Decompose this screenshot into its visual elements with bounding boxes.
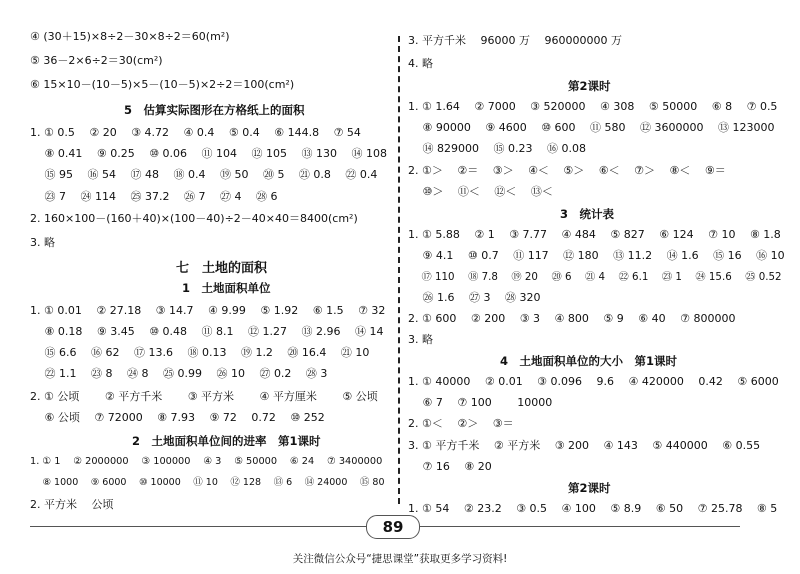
answer-line: 1. ① 1 ② 2000000 ③ 100000 ④ 3 ⑤ 50000 ⑥ 24 ⑦ 3400000 bbox=[30, 456, 383, 467]
answer-line: 3. 略 bbox=[30, 236, 55, 249]
section-heading: 5 估算实际图形在方格纸上的面积 bbox=[124, 103, 305, 117]
answer-line: 1. ① 54 ② 23.2 ③ 0.5 ④ 100 ⑤ 8.9 ⑥ 50 ⑦ 25.78 ⑧ 5 bbox=[408, 502, 778, 515]
answer-line: 3. ① 平方千米 ② 平方米 ③ 200 ④ 143 ⑤ 440000 ⑥ 0.55 bbox=[408, 439, 761, 452]
answer-line: 2. ①＞ ②＝ ③＞ ④＜ ⑤＞ ⑥＜ ⑦＞ ⑧＜ ⑨＝ bbox=[408, 164, 726, 177]
section-heading: 1 土地面积单位 bbox=[182, 281, 271, 295]
answer-line: 4. 略 bbox=[408, 57, 433, 70]
chapter-heading: 七 土地的面积 bbox=[176, 261, 268, 276]
answer-line: ⑧ 90000 ⑨ 4600 ⑩ 600 ⑪ 580 ⑫ 3600000 ⑬ 123000 bbox=[408, 121, 775, 134]
answer-line: ⑭ 829000 ⑮ 0.23 ⑯ 0.08 bbox=[408, 142, 586, 155]
page-number: 89 bbox=[366, 515, 420, 539]
answer-line: 2. ①＜ ②＞ ③＝ bbox=[408, 417, 514, 430]
answer-line: ㉖ 1.6 ㉗ 3 ㉘ 320 bbox=[408, 291, 541, 304]
answer-line: 1. ① 40000 ② 0.01 ③ 0.096 9.6 ④ 420000 0.42 ⑤ 6000 bbox=[408, 375, 779, 388]
answer-line: 3. 平方千米 96000 万 960000000 万 bbox=[408, 34, 622, 47]
answer-line: 2. ① 公顷 ② 平方千米 ③ 平方米 ④ 平方厘米 ⑤ 公顷 bbox=[30, 390, 378, 403]
answer-line: ㉓ 7 ㉔ 114 ㉕ 37.2 ㉖ 7 ㉗ 4 ㉘ 6 bbox=[30, 190, 278, 203]
answer-line: ⑥ 7 ⑦ 100 10000 bbox=[408, 396, 553, 409]
answer-line: ⑨ 4.1 ⑩ 0.7 ⑪ 117 ⑫ 180 ⑬ 11.2 ⑭ 1.6 ⑮ 16 ⑯ 10 bbox=[408, 249, 785, 262]
answer-line: 2. ① 600 ② 200 ③ 3 ④ 800 ⑤ 9 ⑥ 40 ⑦ 800000 bbox=[408, 312, 736, 325]
answer-line: 1. ① 1.64 ② 7000 ③ 520000 ④ 308 ⑤ 50000 ⑥ 8 ⑦ 0.5 bbox=[408, 100, 778, 113]
answer-line: ⑧ 1000 ⑨ 6000 ⑩ 10000 ⑪ 10 ⑫ 128 ⑬ 6 ⑭ 24000 ⑮ 80 bbox=[30, 477, 385, 488]
section-heading: 第2课时 bbox=[568, 481, 611, 495]
page-rule-left bbox=[30, 526, 366, 527]
answer-line: ⑮ 6.6 ⑯ 62 ⑰ 13.6 ⑱ 0.13 ⑲ 1.2 ⑳ 16.4 ㉑ 10 bbox=[30, 346, 370, 359]
answer-line: ⑧ 0.18 ⑨ 3.45 ⑩ 0.48 ⑪ 8.1 ⑫ 1.27 ⑬ 2.96 ⑭ 14 bbox=[30, 325, 384, 338]
section-heading: 4 土地面积单位的大小 第1课时 bbox=[500, 354, 678, 368]
column-divider bbox=[398, 36, 400, 504]
page-rule-right bbox=[418, 526, 740, 527]
answer-line: ⑦ 16 ⑧ 20 bbox=[408, 460, 492, 473]
answer-line: 1. ① 5.88 ② 1 ③ 7.77 ④ 484 ⑤ 827 ⑥ 124 ⑦ 10 ⑧ 1.8 bbox=[408, 228, 781, 241]
answer-line: 2. 平方米 公顷 bbox=[30, 498, 114, 511]
section-heading: 第2课时 bbox=[568, 79, 611, 93]
section-heading: 3 统计表 bbox=[560, 207, 615, 221]
answer-line: 3. 略 bbox=[408, 333, 433, 346]
answer-line: 1. ① 0.5 ② 20 ③ 4.72 ④ 0.4 ⑤ 0.4 ⑥ 144.8 ⑦ 54 bbox=[30, 126, 361, 139]
answer-line: ④ (30＋15)×8÷2－30×8÷2＝60(m²) bbox=[30, 30, 230, 43]
answer-line: ㉒ 1.1 ㉓ 8 ㉔ 8 ㉕ 0.99 ㉖ 10 ㉗ 0.2 ㉘ 3 bbox=[30, 367, 328, 380]
answer-line: ⑤ 36－2×6÷2＝30(cm²) bbox=[30, 54, 163, 67]
answer-line: ⑥ 15×10－(10－5)×5－(10－5)×2÷2＝100(cm²) bbox=[30, 78, 295, 91]
footer-note: 关注微信公众号“捷思课堂”获取更多学习资料! bbox=[292, 553, 508, 565]
answer-line: 1. ① 0.01 ② 27.18 ③ 14.7 ④ 9.99 ⑤ 1.92 ⑥ 1.5 ⑦ 32 bbox=[30, 304, 386, 317]
answer-line: ⑩＞ ⑪＜ ⑫＜ ⑬＜ bbox=[408, 185, 553, 198]
answer-line: ⑰ 110 ⑱ 7.8 ⑲ 20 ⑳ 6 ㉑ 4 ㉒ 6.1 ㉓ 1 ㉔ 15.6 ㉕ 0.52 bbox=[408, 271, 782, 283]
answer-line: ⑧ 0.41 ⑨ 0.25 ⑩ 0.06 ⑪ 104 ⑫ 105 ⑬ 130 ⑭ 108 bbox=[30, 147, 387, 160]
section-heading: 2 土地面积单位间的进率 第1课时 bbox=[132, 434, 321, 448]
answer-line: ⑥ 公顷 ⑦ 72000 ⑧ 7.93 ⑨ 72 0.72 ⑩ 252 bbox=[30, 411, 325, 424]
answer-line: ⑮ 95 ⑯ 54 ⑰ 48 ⑱ 0.4 ⑲ 50 ⑳ 5 ㉑ 0.8 ㉒ 0.4 bbox=[30, 168, 378, 181]
answer-line: 2. 160×100－(160＋40)×(100－40)÷2－40×40＝8400(cm²) bbox=[30, 212, 358, 225]
